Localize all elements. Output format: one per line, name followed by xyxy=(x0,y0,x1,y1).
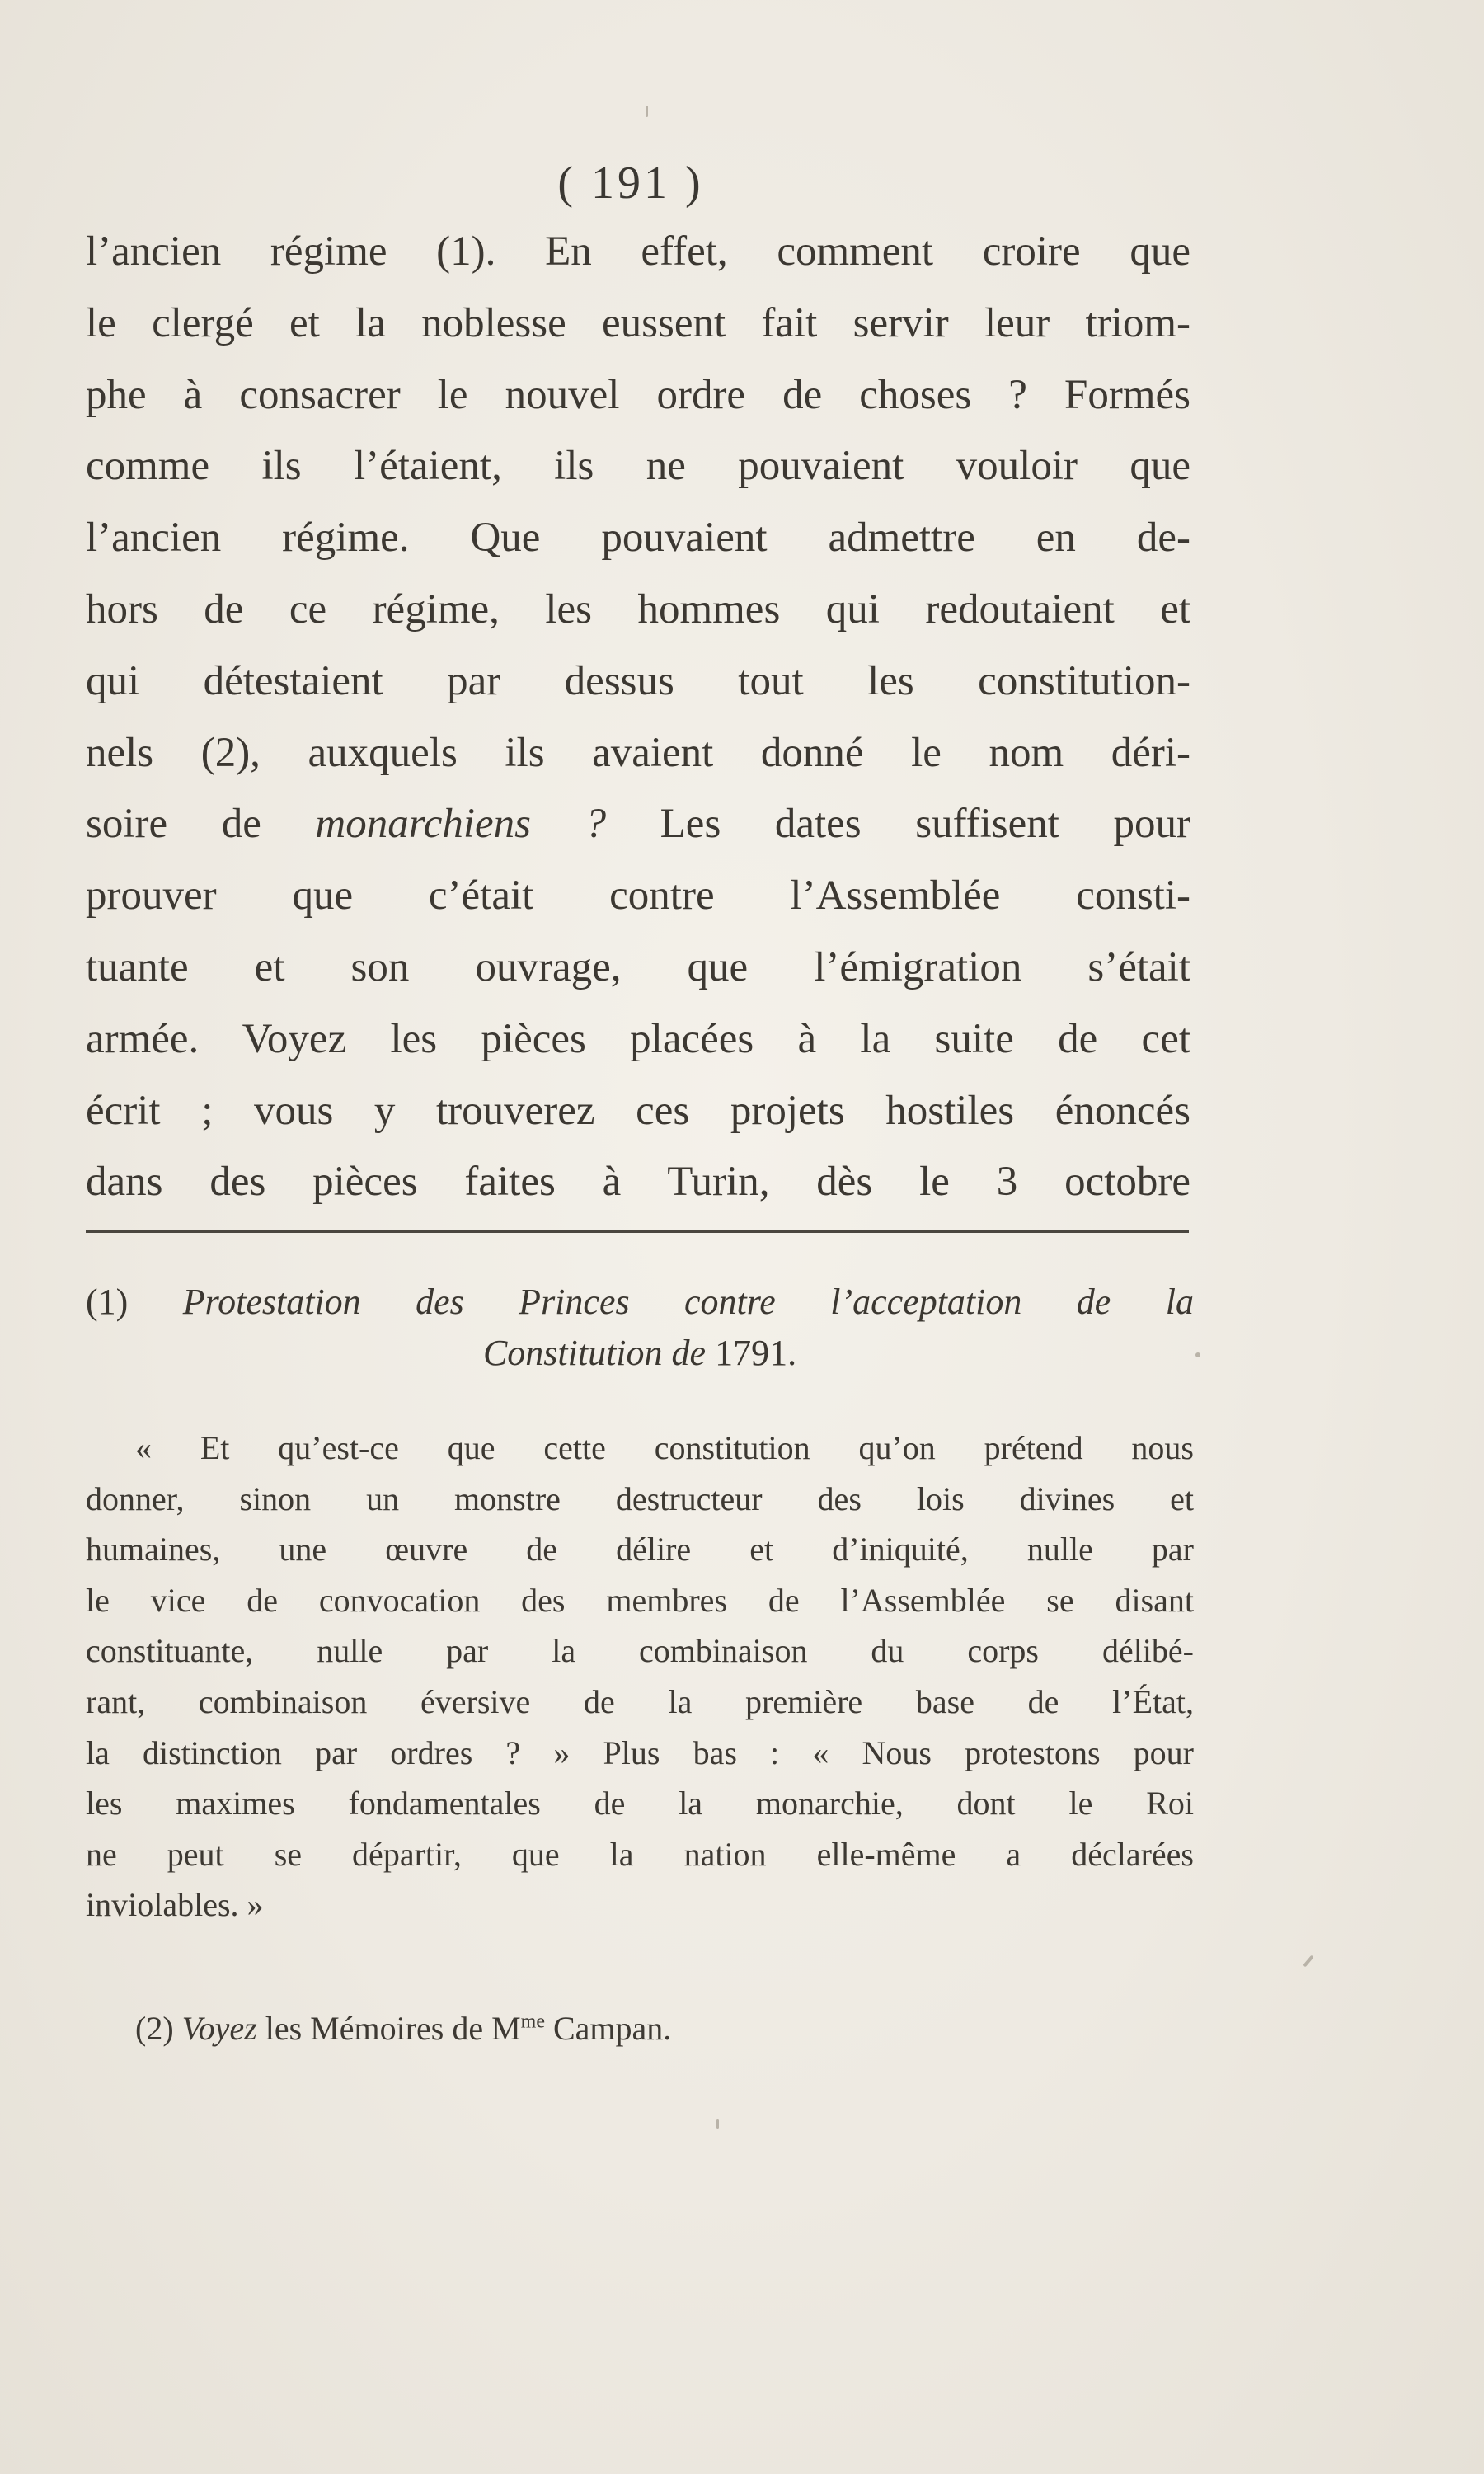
paper-speck xyxy=(1195,1352,1200,1357)
text-line: l’ancien régime. Que pouvaient admettre en de- xyxy=(86,515,1190,562)
text-line: comme ils l’étaient, ils ne pouvaient vouloir que xyxy=(86,443,1190,490)
text-line: qui détestaient par dessus tout les constitution- xyxy=(86,657,1190,704)
quote-line: le vice de convocation des membres de l’Assemblée se disant xyxy=(86,1581,1194,1619)
paper-speck xyxy=(646,106,648,117)
quote-line: rant, combinaison éversive de la première base de l’État, xyxy=(86,1682,1194,1720)
text-line: le clergé et la noblesse eussent fait servir leur triom- xyxy=(86,299,1190,346)
footnote-1-marker: (1) xyxy=(86,1282,129,1322)
text-line: l’ancien régime (1). En effet, comment croire que xyxy=(86,228,1190,275)
footnote-1-title-line-2 xyxy=(86,1328,1194,1379)
text-line: phe à consacrer le nouvel ordre de choses ? Formés xyxy=(86,371,1190,418)
text-line: écrit ; vous y trouverez ces projets hostiles énoncés xyxy=(86,1087,1190,1134)
footnote-1-year: 1791. xyxy=(715,1333,797,1373)
italic-word-monarchiens: monarchiens ? xyxy=(315,801,607,848)
page-number: ( 191 ) xyxy=(557,158,704,209)
footnote-2-text: les Mémoires de M xyxy=(265,2010,521,2047)
text-line: hors de ce régime, les hommes qui redoutaient et xyxy=(86,586,1190,633)
text-line: armée. Voyez les pièces placées à la suite de cet xyxy=(86,1015,1190,1062)
footnote-2-name: Campan. xyxy=(553,2010,672,2047)
quote-line: la distinction par ordres ? » Plus bas : « Nous protestons pour xyxy=(86,1733,1194,1771)
text-line: dans des pièces faites à Turin, dès le 3 octobre xyxy=(86,1159,1190,1206)
quote-line: ne peut se départir, que la nation elle-même a déclarées xyxy=(86,1835,1194,1873)
footnote-2-voyez: Voyez xyxy=(181,2010,257,2047)
footnote-1-title-cont: Constitution de xyxy=(482,1333,707,1373)
quote-line: inviolables. » xyxy=(86,1886,264,1924)
footnote-1-heading xyxy=(86,1277,1194,1379)
quote-line: constituante, nulle par la combinaison du corps délibé- xyxy=(86,1632,1194,1670)
quote-line: humaines, une œuvre de délire et d’iniquité, nulle par xyxy=(86,1531,1194,1569)
footnote-2-superscript: me xyxy=(520,2011,545,2033)
footnote-separator-rule xyxy=(86,1230,1189,1233)
footnote-2-marker: (2) xyxy=(135,2010,174,2047)
footnote-1-title-line xyxy=(86,1277,1194,1328)
paper-speck xyxy=(1303,1955,1313,1968)
quote-line: donner, sinon un monstre destructeur des lois divines et xyxy=(86,1479,1194,1517)
text-line: prouver que c’était contre l’Assemblée consti- xyxy=(86,872,1190,920)
text-line: tuante et son ouvrage, que l’émigration s’était xyxy=(86,943,1190,990)
footnote-2 xyxy=(135,2004,671,2053)
main-text xyxy=(86,216,1190,1218)
quote-line: les maximes fondamentales de la monarchie, dont le Roi xyxy=(86,1785,1194,1823)
footnote-1-quote xyxy=(86,1423,1194,1931)
paper-speck xyxy=(716,2119,719,2129)
footnote-1-title: Protestation des Princes contre l’acceptation de la xyxy=(182,1282,1194,1322)
text-line: nels (2), auxquels ils avaient donné le nom déri- xyxy=(86,729,1190,776)
quote-line: « Et qu’est-ce que cette constitution qu’on prétend nous xyxy=(135,1429,1194,1466)
text-line-italic-word: soire de monarchiens ? Les dates suffisent pour xyxy=(86,801,1190,848)
